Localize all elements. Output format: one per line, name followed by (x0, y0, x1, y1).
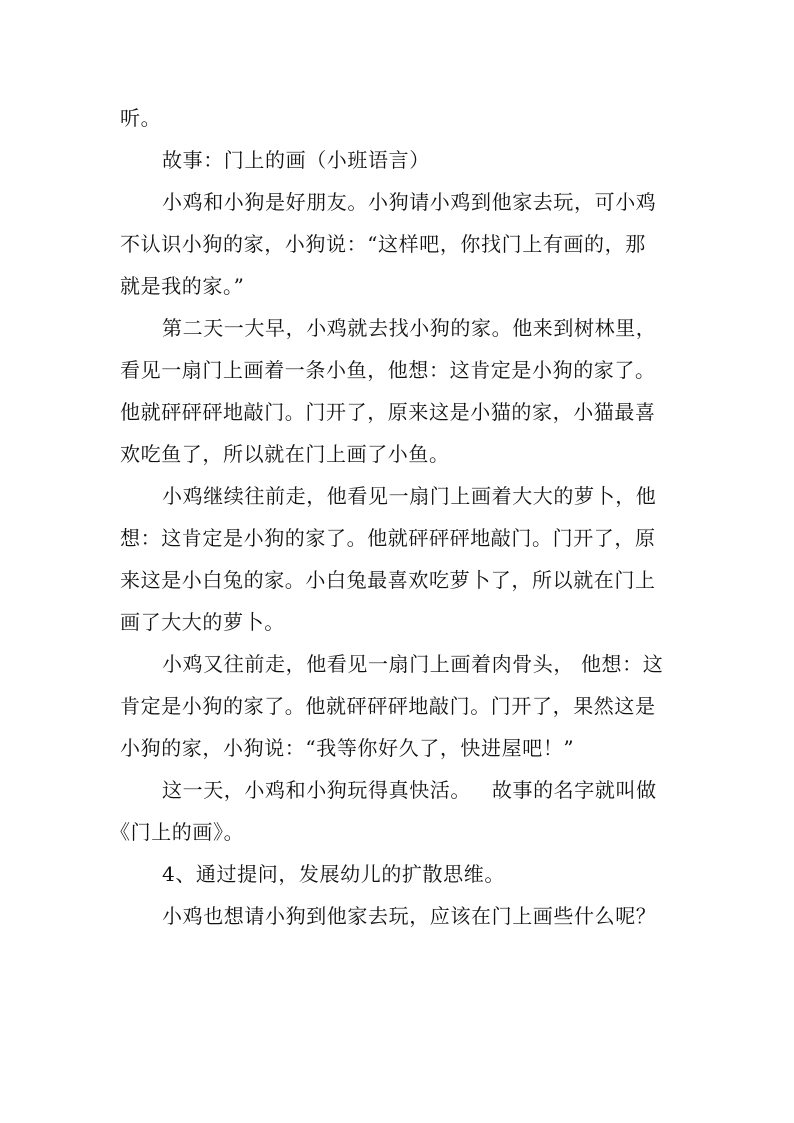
text-line-11: 想：这肯定是小狗的家了。他就砰砰砰地敲门。门开了，原 (120, 526, 656, 550)
text-line-16: 小狗的家，小狗说：“我等你好久了，快进屋吧！” (120, 736, 575, 760)
text-line-10: 小鸡继续往前走，他看见一扇门上画着大大的萝卜，他 (162, 484, 657, 508)
text-line-18: 《门上的画》。 (110, 820, 245, 844)
text-line-12: 来这是小白兔的家。小白兔最喜欢吃萝卜了，所以就在门上 (120, 568, 656, 592)
text-line-3: 小鸡和小狗是好朋友。小狗请小鸡到他家去玩，可小鸡 (162, 190, 657, 214)
text-line-17: 这一天，小鸡和小狗玩得真快活。 故事的名字就叫做 (162, 778, 657, 802)
text-line-8: 他就砰砰砰地敲门。门开了，原来这是小猫的家，小猫最喜 (120, 400, 656, 424)
text-line-4: 不认识小狗的家，小狗说：“这样吧，你找门上有画的，那 (120, 232, 646, 256)
section-heading: 4、通过提问，发展幼儿的扩散思维。 (162, 862, 505, 886)
text-line-14: 小鸡又往前走，他看见一扇门上画着肉骨头， 他想：这 (162, 652, 664, 676)
text-line-5: 就是我的家。” (120, 274, 245, 298)
text-line-9: 欢吃鱼了，所以就在门上画了小鱼。 (120, 442, 450, 466)
text-line-20: 小鸡也想请小狗到他家去玩，应该在门上画些什么呢？ (162, 904, 657, 928)
story-title: 故事：门上的画（小班语言） (162, 148, 430, 172)
text-line-15: 肯定是小狗的家了。他就砰砰砰地敲门。门开了，果然这是 (120, 694, 656, 718)
text-line-1: 听。 (120, 106, 162, 130)
text-line-7: 看见一扇门上画着一条小鱼，他想：这肯定是小狗的家了。 (120, 358, 656, 382)
text-line-13: 画了大大的萝卜。 (120, 610, 285, 634)
text-line-6: 第二天一大早，小鸡就去找小狗的家。他来到树林里， (162, 316, 657, 340)
